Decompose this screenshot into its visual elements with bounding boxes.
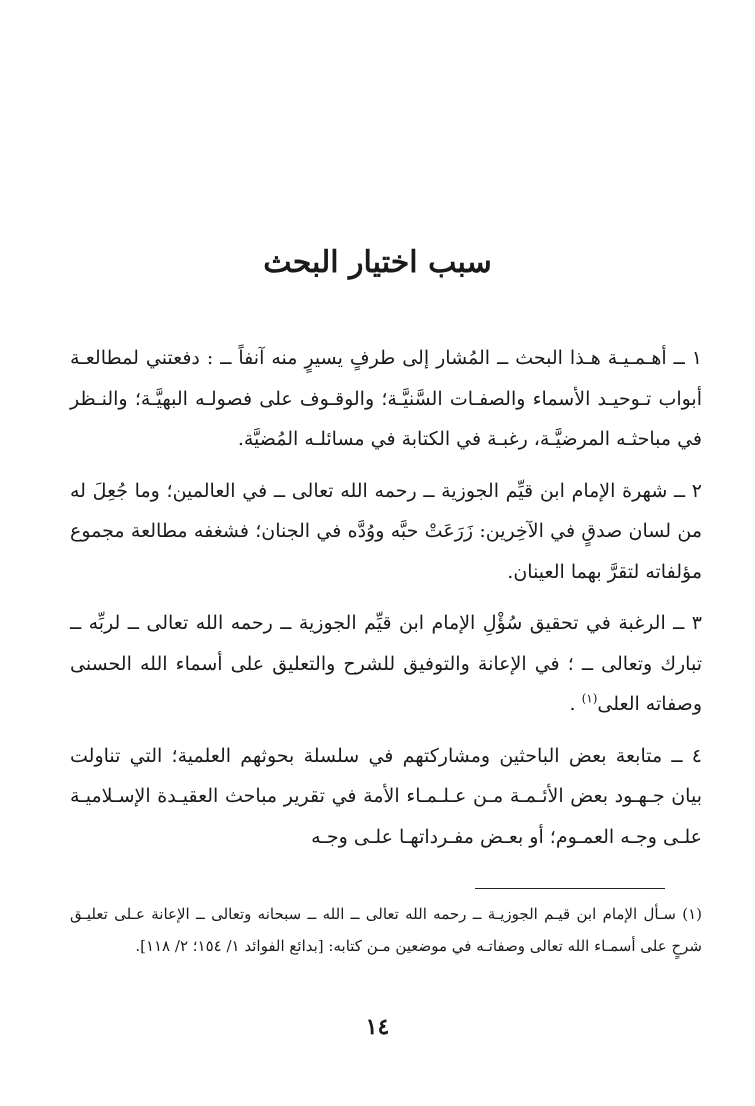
page-number: ١٤ [365,1014,390,1040]
footnotes-section [70,898,702,962]
footnote-divider [475,888,665,889]
footnote-1: (١) سـأل الإمام ابن قيـم الجوزيـة ــ رحمه الله تعالى ــ الله ــ سبحانه وتعالى ــ الإعانة عـلى تعليـق شرحٍ على أسمـاء الله تعالى وصفاتـه في موضعين مـن كتابه: [بدائع الفوائد ١/ ١٥٤؛ ٢/ ١١٨]. [70,905,702,955]
paragraph-4: ٤ ــ متابعة بعض الباحثين ومشاركتهم في سلسلة بحوثهم العلمية؛ التي تناولت بيان جـهـود بعض الأئـمـة مـن عـلـمـاء الأمة في تقرير مباحث العقيـدة الإسـلاميـة علـى وجـه العمـوم؛ أو بعـض مفـرداتهـا علـى وجـه [70,744,702,848]
paragraph-1: ١ ــ أهـمـيـة هـذا البحث ــ المُشار إلى طرفٍ يسيرٍ منه آنفاً ــ : دفعتني لمطالعـة أبواب تـوحيـد الأسماء والصفـات السَّنيَّـة؛ والوقـوف على فصولـه البهيَّـة؛ والنـظر في مباحثـه المرضيَّـة، رغبـة في الكتابة في مسائلـه المُضيَّة. [70,347,702,450]
main-text [70,338,702,857]
paragraph-3: ٣ ــ الرغبة في تحقيق سُؤْلِ الإمام ابن قيِّم الجوزية ــ رحمه الله تعالى ــ لربِّه ــ تبارك وتعالى ــ ؛ في الإعانة والتوفيق للشرح والتعليق على أسماء الله الحسنى وصفاته العلى$^{(١)}$ . [70,612,702,715]
page-title: سبب اختيار البحث [263,245,492,280]
footnote-marker[interactable]: (١) [581,691,598,706]
paragraph-2: ٢ ــ شهرة الإمام ابن قيِّم الجوزية ــ رحمه الله تعالى ــ في العالمين؛ وما جُعِلَ له من لسان صدقٍ في الآخِرين: زَرَعَتْ حبَّه ووُدَّه في الجنان؛ فشغفه مطالعة مجموع مؤلفاته لتقرَّ بهما العينان. [70,479,702,583]
paragraph-3-text: ٣ ــ الرغبة في تحقيق سُؤْلِ الإمام ابن قيِّم الجوزية ــ رحمه الله تعالى ــ لربِّه ــ تبارك وتعالى ــ ؛ في الإعانة والتوفيق للشرح والتعليق على أسماء الله الحسنى وصفاته العلى [70,612,702,715]
